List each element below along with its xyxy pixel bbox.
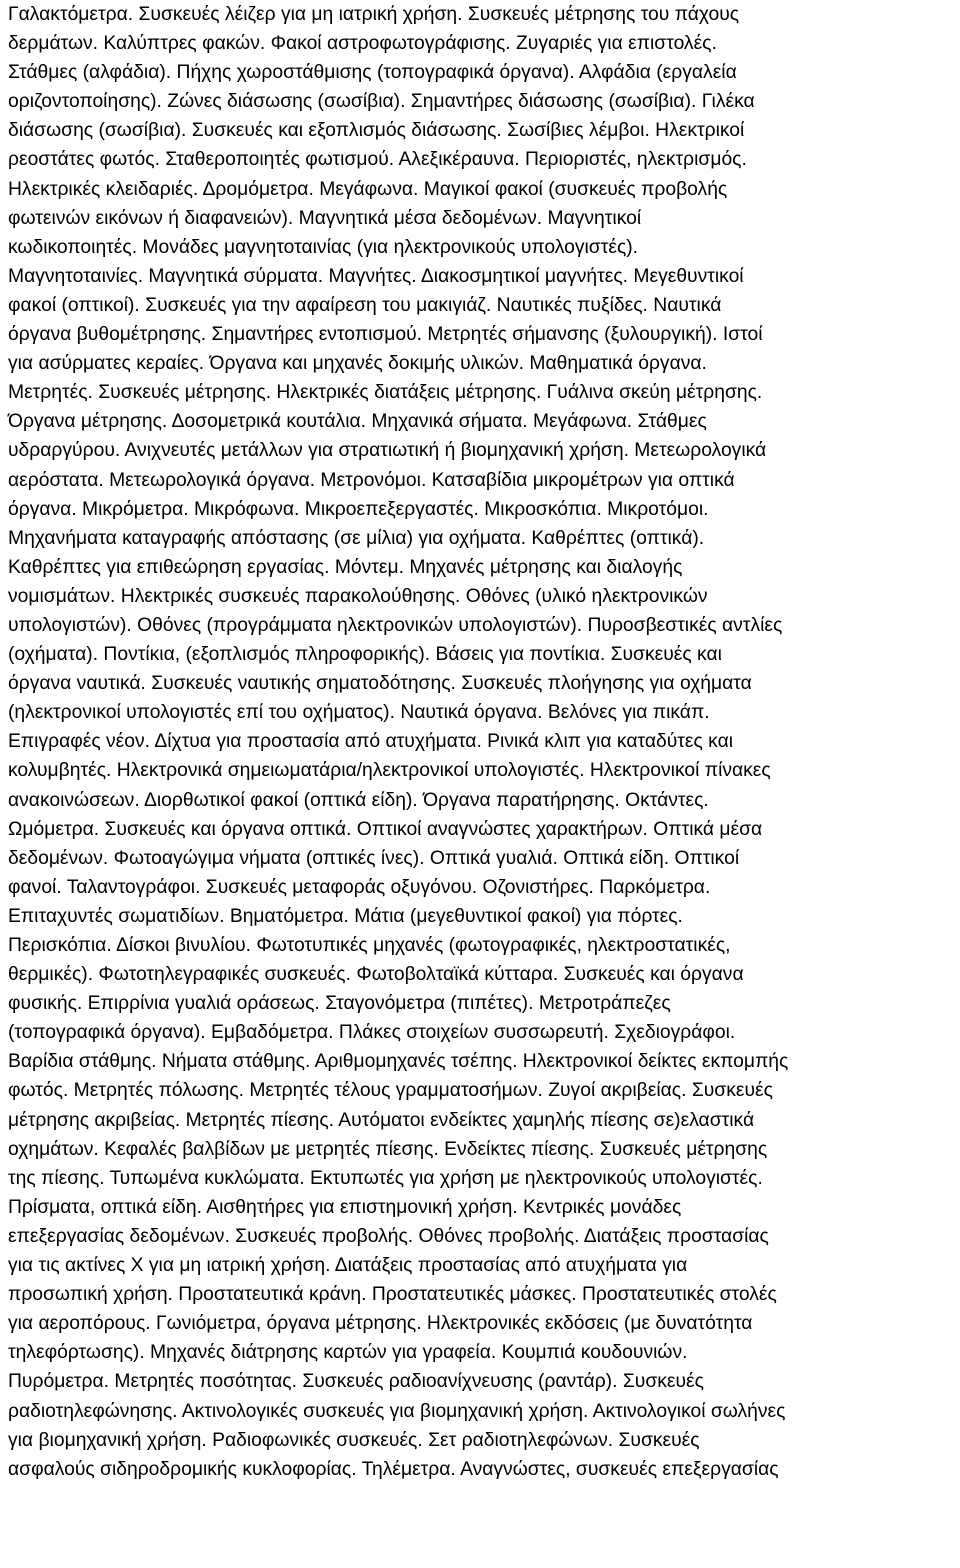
text-line: Ηλεκτρικές κλειδαριές. Δρομόμετρα. Μεγάφωνα. Μαγικοί φακοί (συσκευές προβολής <box>8 178 728 200</box>
text-line: κολυμβητές. Ηλεκτρονικά σημειωματάρια/ηλεκτρονικοί υπολογιστές. Ηλεκτρονικοί πίνακες <box>8 760 771 782</box>
text-line: ανακοινώσεων. Διορθωτικοί φακοί (οπτικά είδη). Όργανα παρατήρησης. Οκτάντες. <box>8 789 709 811</box>
text-line: όργανα ναυτικά. Συσκευές ναυτικής σηματοδότησης. Συσκευές πλοήγησης για οχήματα <box>8 673 752 695</box>
text-line: Γαλακτόμετρα. Συσκευές λέιζερ για μη ιατρική χρήση. Συσκευές μέτρησης του πάχους <box>8 4 740 25</box>
text-line: Επιταχυντές σωματιδίων. Βηματόμετρα. Μάτια (μεγεθυντικοί φακοί) για πόρτες. <box>8 905 683 927</box>
text-line: Καθρέπτες για επιθεώρηση εργασίας. Μόντεμ. Μηχανές μέτρησης και διαλογής <box>8 556 683 578</box>
text-line: επεξεργασίας δεδομένων. Συσκευές προβολής. Οθόνες προβολής. Διατάξεις προστασίας <box>8 1225 769 1247</box>
text-line: Επιγραφές νέον. Δίχτυα για προστασία από ατυχήματα. Ρινικά κλιπ για καταδύτες και <box>8 731 734 753</box>
text-line: νομισμάτων. Ηλεκτρικές συσκευές παρακολούθησης. Οθόνες (υλικό ηλεκτρονικών <box>8 585 708 607</box>
text-line: Μηχανήματα καταγραφής απόστασης (σε μίλια) για οχήματα. Καθρέπτες (οπτικά). <box>8 527 705 549</box>
text-line: (οχήματα). Ποντίκια, (εξοπλισμός πληροφορικής). Βάσεις για ποντίκια. Συσκευές και <box>8 644 722 666</box>
text-line: Στάθμες (αλφάδια). Πήχης χωροστάθμισης (τοπογραφικά όργανα). Αλφάδια (εργαλεία <box>8 62 737 84</box>
text-line: θερμικές). Φωτοτηλεγραφικές συσκευές. Φωτοβολταϊκά κύτταρα. Συσκευές και όργανα <box>8 964 744 986</box>
text-line: υπολογιστών). Οθόνες (προγράμματα ηλεκτρονικών υπολογιστών). Πυροσβεστικές αντλίες <box>8 614 783 636</box>
text-line: Ωμόμετρα. Συσκευές και όργανα οπτικά. Οπτικοί αναγνώστες χαρακτήρων. Οπτικά μέσα <box>8 818 763 840</box>
text-line: προσωπική χρήση. Προστατευτικά κράνη. Προστατευτικές μάσκες. Προστατευτικές στολές <box>8 1284 777 1306</box>
text-line: Βαρίδια στάθμης. Νήματα στάθμης. Αριθμομηχανές τσέπης. Ηλεκτρονικοί δείκτες εκπομπής <box>8 1051 789 1073</box>
text-line: ασφαλούς σιδηροδρομικής κυκλοφορίας. Τηλέμετρα. Αναγνώστες, συσκευές επεξεργασίας <box>8 1458 779 1480</box>
text-line: της πίεσης. Τυπωμένα κυκλώματα. Εκτυπωτές για χρήση με ηλεκτρονικούς υπολογιστές. <box>8 1167 763 1189</box>
text-line: (τοπογραφικά όργανα). Εμβαδόμετρα. Πλάκες στοιχείων συσσωρευτή. Σχεδιογράφοι. <box>8 1022 736 1044</box>
text-line: Πρίσματα, οπτικά είδη. Αισθητήρες για επιστημονική χρήση. Κεντρικές μονάδες <box>8 1196 682 1218</box>
text-line: ραδιοτηλεφώνησης. Ακτινολογικές συσκευές για βιομηχανική χρήση. Ακτινολογικοί σωλήνες <box>8 1400 786 1422</box>
text-line: μέτρησης ακριβείας. Μετρητές πίεσης. Αυτόματοι ενδείκτες χαμηλής πίεσης σε)ελαστικά <box>8 1109 755 1131</box>
text-line: διάσωσης (σωσίβια). Συσκευές και εξοπλισμός διάσωσης. Σωσίβιες λέμβοι. Ηλεκτρικοί <box>8 120 745 142</box>
text-line: τηλεφόρτωσης). Μηχανές διάτρησης καρτών για γραφεία. Κουμπιά κουδουνιών. <box>8 1342 688 1364</box>
text-line: Περισκόπια. Δίσκοι βινυλίου. Φωτοτυπικές μηχανές (φωτογραφικές, ηλεκτροστατικές, <box>8 935 731 956</box>
text-line: για βιομηχανική χρήση. Ραδιοφωνικές συσκευές. Σετ ραδιοτηλεφώνων. Συσκευές <box>8 1429 700 1451</box>
text-line: για αεροπόρους. Γωνιόμετρα, όργανα μέτρησης. Ηλεκτρονικές εκδόσεις (με δυνατότητα <box>8 1313 753 1335</box>
text-line: Όργανα μέτρησης. Δοσομετρικά κουτάλια. Μηχανικά σήματα. Μεγάφωνα. Στάθμες <box>8 411 707 433</box>
text-line: ρεοστάτες φωτός. Σταθεροποιητές φωτισμού. Αλεξικέραυνα. Περιοριστές, ηλεκτρισμός. <box>8 149 747 171</box>
text-line: φωτός. Μετρητές πόλωσης. Μετρητές τέλους γραμματοσήμων. Ζυγοί ακριβείας. Συσκευές <box>8 1080 773 1102</box>
text-line: οχημάτων. Κεφαλές βαλβίδων με μετρητές πίεσης. Ενδείκτες πίεσης. Συσκευές μέτρησης <box>8 1138 768 1160</box>
text-line: για ασύρματες κεραίες. Όργανα και μηχανές δοκιμής υλικών. Μαθηματικά όργανα. <box>8 353 707 375</box>
text-line: Πυρόμετρα. Μετρητές ποσότητας. Συσκευές ραδιοανίχνευσης (ραντάρ). Συσκευές <box>8 1371 704 1393</box>
text-line: δερμάτων. Καλύπτρες φακών. Φακοί αστροφωτογράφισης. Ζυγαριές για επιστολές. <box>8 33 717 55</box>
text-line: όργανα βυθομέτρησης. Σημαντήρες εντοπισμού. Μετρητές σήμανσης (ξυλουργική). Ιστοί <box>8 324 763 346</box>
text-line: φωτεινών εικόνων ή διαφανειών). Μαγνητικά μέσα δεδομένων. Μαγνητικοί <box>8 207 642 229</box>
text-line: φυσικής. Επιρρίνια γυαλιά οράσεως. Σταγονόμετρα (πιπέτες). Μετροτράπεζες <box>8 993 671 1015</box>
text-line: κωδικοποιητές. Μονάδες μαγνητοταινίας (για ηλεκτρονικούς υπολογιστές). <box>8 236 639 258</box>
goods-list-paragraph <box>8 0 960 1484</box>
text-line: φανοί. Ταλαντογράφοι. Συσκευές μεταφοράς οξυγόνου. Οζονιστήρες. Παρκόμετρα. <box>8 876 711 898</box>
text-line: Μαγνητοταινίες. Μαγνητικά σύρματα. Μαγνήτες. Διακοσμητικοί μαγνήτες. Μεγεθυντικοί <box>8 265 744 287</box>
text-line: αερόστατα. Μετεωρολογικά όργανα. Μετρονόμοι. Κατσαβίδια μικρομέτρων για οπτικά <box>8 469 735 491</box>
text-line: υδραργύρου. Ανιχνευτές μετάλλων για στρατιωτική ή βιομηχανική χρήση. Μετεωρολογικά <box>8 440 767 462</box>
text-line: οριζοντοποίησης). Ζώνες διάσωσης (σωσίβια). Σημαντήρες διάσωσης (σωσίβια). Γιλέκα <box>8 91 755 113</box>
text-line: όργανα. Μικρόμετρα. Μικρόφωνα. Μικροεπεξεργαστές. Μικροσκόπια. Μικροτόμοι. <box>8 498 709 520</box>
text-line: δεδομένων. Φωτοαγώγιμα νήματα (οπτικές ίνες). Οπτικά γυαλιά. Οπτικά είδη. Οπτικοί <box>8 847 740 869</box>
text-line: για τις ακτίνες Χ για μη ιατρική χρήση. Διατάξεις προστασίας από ατυχήματα για <box>8 1255 688 1277</box>
text-line: Μετρητές. Συσκευές μέτρησης. Ηλεκτρικές διατάξεις μέτρησης. Γυάλινα σκεύη μέτρησης. <box>8 382 763 404</box>
text-line: φακοί (οπτικοί). Συσκευές για την αφαίρεση του μακιγιάζ. Ναυτικές πυξίδες. Ναυτικά <box>8 294 722 316</box>
text-line: (ηλεκτρονικοί υπολογιστές επί του οχήματος). Ναυτικά όργανα. Βελόνες για πικάπ. <box>8 702 710 724</box>
